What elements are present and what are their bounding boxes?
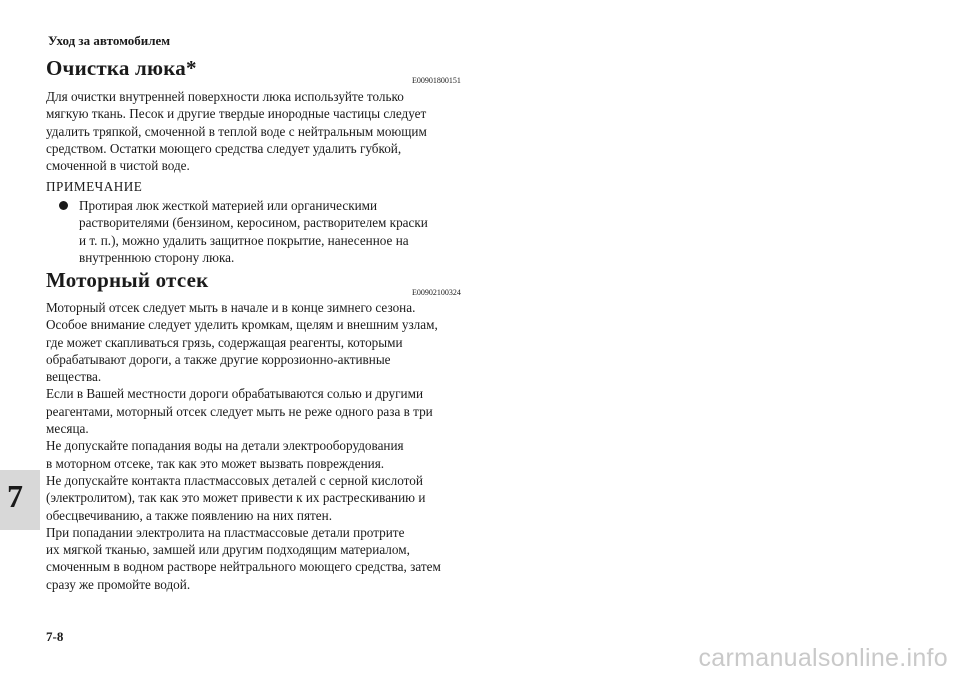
text-line: обрабатывают дороги, а также другие коррозионно-активные xyxy=(46,351,391,367)
page-number: 7-8 xyxy=(46,629,64,644)
text-line: обесцвечиванию, а также появлению на них пятен. xyxy=(46,507,332,523)
text-line: (электролитом), так как это может привести к их растрескиванию и xyxy=(46,490,426,506)
section-code-engine: E00902100324 xyxy=(412,288,461,297)
text-line: и т. п.), можно удалить защитное покрытие, нанесенное на xyxy=(79,232,409,248)
text-line: средством. Остатки моющего средства следует удалить губкой, xyxy=(46,140,402,156)
text-line: сразу же промойте водой. xyxy=(46,576,191,592)
text-line: где может скапливаться грязь, содержащая реагенты, которыми xyxy=(46,334,403,350)
text-line: Моторный отсек следует мыть в начале и в конце зимнего сезона. xyxy=(46,300,416,315)
page-header: Уход за автомобилем xyxy=(48,33,171,48)
text-line: растворителями (бензином, керосином, растворителем краски xyxy=(79,215,428,231)
text-line: мягкую ткань. Песок и другие твердые инородные частицы следует xyxy=(46,106,427,122)
text-line: Особое внимание следует уделить кромкам, щелям и внешним узлам, xyxy=(46,317,438,333)
watermark: carmanualsonline.info xyxy=(698,644,948,672)
text-line: смоченным в водном растворе нейтрального моющего средства, затем xyxy=(46,559,441,575)
text-line: Протирая люк жесткой материей или органическими xyxy=(79,198,378,213)
text-line: При попадании электролита на пластмассовые детали протрите xyxy=(46,524,405,540)
sunroof-paragraph xyxy=(46,88,466,174)
text-line: в моторном отсеке, так как это может вызвать повреждения. xyxy=(46,455,385,471)
text-line: смоченной в чистой воде. xyxy=(46,158,190,174)
text-line: Не допускайте попадания воды на детали электрооборудования xyxy=(46,438,404,454)
text-line: удалить тряпкой, смоченной в теплой воде с нейтральным моющим xyxy=(46,123,427,139)
text-line: внутреннюю сторону люка. xyxy=(79,249,235,265)
section-title-engine-compartment: Моторный отсек xyxy=(46,268,209,292)
text-line: Если в Вашей местности дороги обрабатываются солью и другими xyxy=(46,386,424,402)
text-line: Для очистки внутренней поверхности люка используйте только xyxy=(46,89,404,104)
bullet-icon xyxy=(59,201,68,210)
note-text xyxy=(79,197,428,266)
section-title-sunroof-cleaning: Очистка люка* xyxy=(46,56,197,80)
note-title: ПРИМЕЧАНИЕ xyxy=(46,179,143,194)
engine-paragraph xyxy=(46,299,466,593)
text-line: вещества. xyxy=(46,369,102,385)
text-line: реагентами, моторный отсек следует мыть не реже одного раза в три xyxy=(46,403,433,419)
text-line: их мягкой тканью, замшей или другим подходящим материалом, xyxy=(46,542,410,558)
chapter-number: 7 xyxy=(7,478,23,514)
text-line: Не допускайте контакта пластмассовых деталей с серной кислотой xyxy=(46,472,423,488)
text-line: месяца. xyxy=(46,421,89,437)
section-code-sunroof: E00901800151 xyxy=(412,76,461,85)
